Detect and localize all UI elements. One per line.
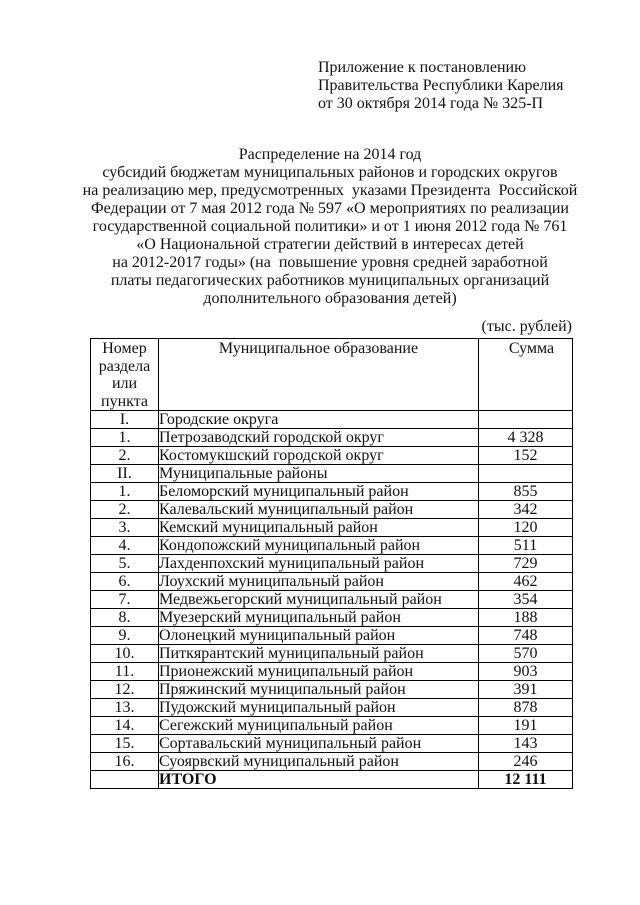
appendix-header [318, 59, 564, 113]
row-name: Прионежский муниципальный район [159, 663, 479, 681]
row-number: 10. [91, 645, 159, 663]
row-name: Петрозаводский городской округ [159, 429, 479, 447]
row-number: 2. [91, 447, 159, 465]
row-sum: 354 [479, 591, 573, 609]
row-sum: 729 [479, 555, 573, 573]
title-line: дополнительного образования детей) [203, 290, 457, 307]
row-number: 16. [91, 753, 159, 771]
row-name: Питкярантский муниципальный район [159, 645, 479, 663]
row-name: Пудожский муниципальный район [159, 699, 479, 717]
row-number: 14. [91, 717, 159, 735]
row-sum: 342 [479, 501, 573, 519]
row-sum: 120 [479, 519, 573, 537]
total-row-number [91, 771, 159, 789]
row-name: Лоухский муниципальный район [159, 573, 479, 591]
title-line: на реализацию мер, предусмотренных указами Президента Российской [82, 182, 578, 199]
row-number: 1. [91, 429, 159, 447]
row-name: Пряжинский муниципальный район [159, 681, 479, 699]
row-number: II. [91, 465, 159, 483]
table-row [91, 447, 573, 465]
title-line: субсидий бюджетам муниципальных районов и городских округов [102, 164, 558, 181]
row-number: 11. [91, 663, 159, 681]
title-line: «О Национальной стратегии действий в интересах детей [136, 236, 524, 253]
row-sum: 748 [479, 627, 573, 645]
units-label: (тыс. рублей) [481, 318, 572, 335]
table-header-row [91, 339, 573, 411]
table-row [91, 573, 573, 591]
row-number: 5. [91, 555, 159, 573]
row-sum: 570 [479, 645, 573, 663]
column-header-number-line: раздела [98, 357, 151, 375]
title-line: на 2012-2017 годы» (на повышение уровня средней заработной [112, 254, 548, 271]
table-row [91, 555, 573, 573]
table-row [91, 753, 573, 771]
table-row [91, 717, 573, 735]
table-row [91, 645, 573, 663]
table-row [91, 537, 573, 555]
row-number: 1. [91, 483, 159, 501]
row-sum [479, 411, 573, 429]
appendix-header-line: от 30 октября 2014 года № 325-П [318, 95, 544, 112]
row-number: 7. [91, 591, 159, 609]
table-row [91, 699, 573, 717]
table-row [91, 483, 573, 501]
row-name: Городские округа [159, 411, 479, 429]
row-name: Кемский муниципальный район [159, 519, 479, 537]
total-label: ИТОГО [159, 771, 479, 789]
table-row [91, 501, 573, 519]
total-sum: 12 111 [479, 771, 573, 789]
row-sum: 391 [479, 681, 573, 699]
row-sum: 188 [479, 609, 573, 627]
table-row [91, 663, 573, 681]
row-number: 4. [91, 537, 159, 555]
row-sum: 903 [479, 663, 573, 681]
title-line: государственной социальной политики» и от 1 июня 2012 года № 761 [92, 218, 568, 235]
row-name: Кондопожский муниципальный район [159, 537, 479, 555]
row-number: 3. [91, 519, 159, 537]
row-name: Костомукшский городской округ [159, 447, 479, 465]
table-row [91, 591, 573, 609]
row-sum: 152 [479, 447, 573, 465]
column-header-number-line: или [111, 375, 138, 392]
row-name: Суоярвский муниципальный район [159, 753, 479, 771]
appendix-header-line: Правительства Республики Карелия [318, 77, 564, 94]
table-row [91, 429, 573, 447]
row-sum: 191 [479, 717, 573, 735]
row-sum: 143 [479, 735, 573, 753]
row-number: I. [91, 411, 159, 429]
title-line: Распределение на 2014 год [238, 146, 422, 163]
title-line: Федерации от 7 мая 2012 года № 597 «О мероприятиях по реализации [91, 200, 569, 217]
row-sum: 511 [479, 537, 573, 555]
table-row [91, 609, 573, 627]
column-header-number-line: Номер [102, 340, 147, 357]
section-row [91, 465, 573, 483]
row-sum: 878 [479, 699, 573, 717]
row-name: Медвежьегорский муниципальный район [159, 591, 479, 609]
row-number: 9. [91, 627, 159, 645]
row-number: 6. [91, 573, 159, 591]
row-name: Лахденпохский муниципальный район [159, 555, 479, 573]
row-name: Сегежский муниципальный район [159, 717, 479, 735]
column-header-number [91, 339, 159, 411]
table-row [91, 627, 573, 645]
row-number: 12. [91, 681, 159, 699]
row-name: Беломорский муниципальный район [159, 483, 479, 501]
appendix-header-line: Приложение к постановлению [318, 59, 527, 76]
row-sum [479, 465, 573, 483]
row-number: 15. [91, 735, 159, 753]
row-name: Муниципальные районы [159, 465, 479, 483]
table-row [91, 735, 573, 753]
row-sum: 4 328 [479, 429, 573, 447]
section-row [91, 411, 573, 429]
column-header-number-line: пункта [101, 392, 148, 410]
row-sum: 462 [479, 573, 573, 591]
row-name: Сортавальский муниципальный район [159, 735, 479, 753]
row-number: 8. [91, 609, 159, 627]
row-name: Калевальский муниципальный район [159, 501, 479, 519]
row-name: Муезерский муниципальный район [159, 609, 479, 627]
table-row [91, 519, 573, 537]
row-name: Олонецкий муниципальный район [159, 627, 479, 645]
title-line: платы педагогических работников муниципальных организаций [110, 272, 550, 289]
row-sum: 246 [479, 753, 573, 771]
total-row [91, 771, 573, 789]
distribution-table [90, 338, 573, 789]
row-sum: 855 [479, 483, 573, 501]
column-header-sum: Сумма [479, 339, 573, 411]
table-row [91, 681, 573, 699]
document-title [70, 146, 590, 308]
column-header-municipality: Муниципальное образование [159, 339, 479, 411]
row-number: 2. [91, 501, 159, 519]
row-number: 13. [91, 699, 159, 717]
